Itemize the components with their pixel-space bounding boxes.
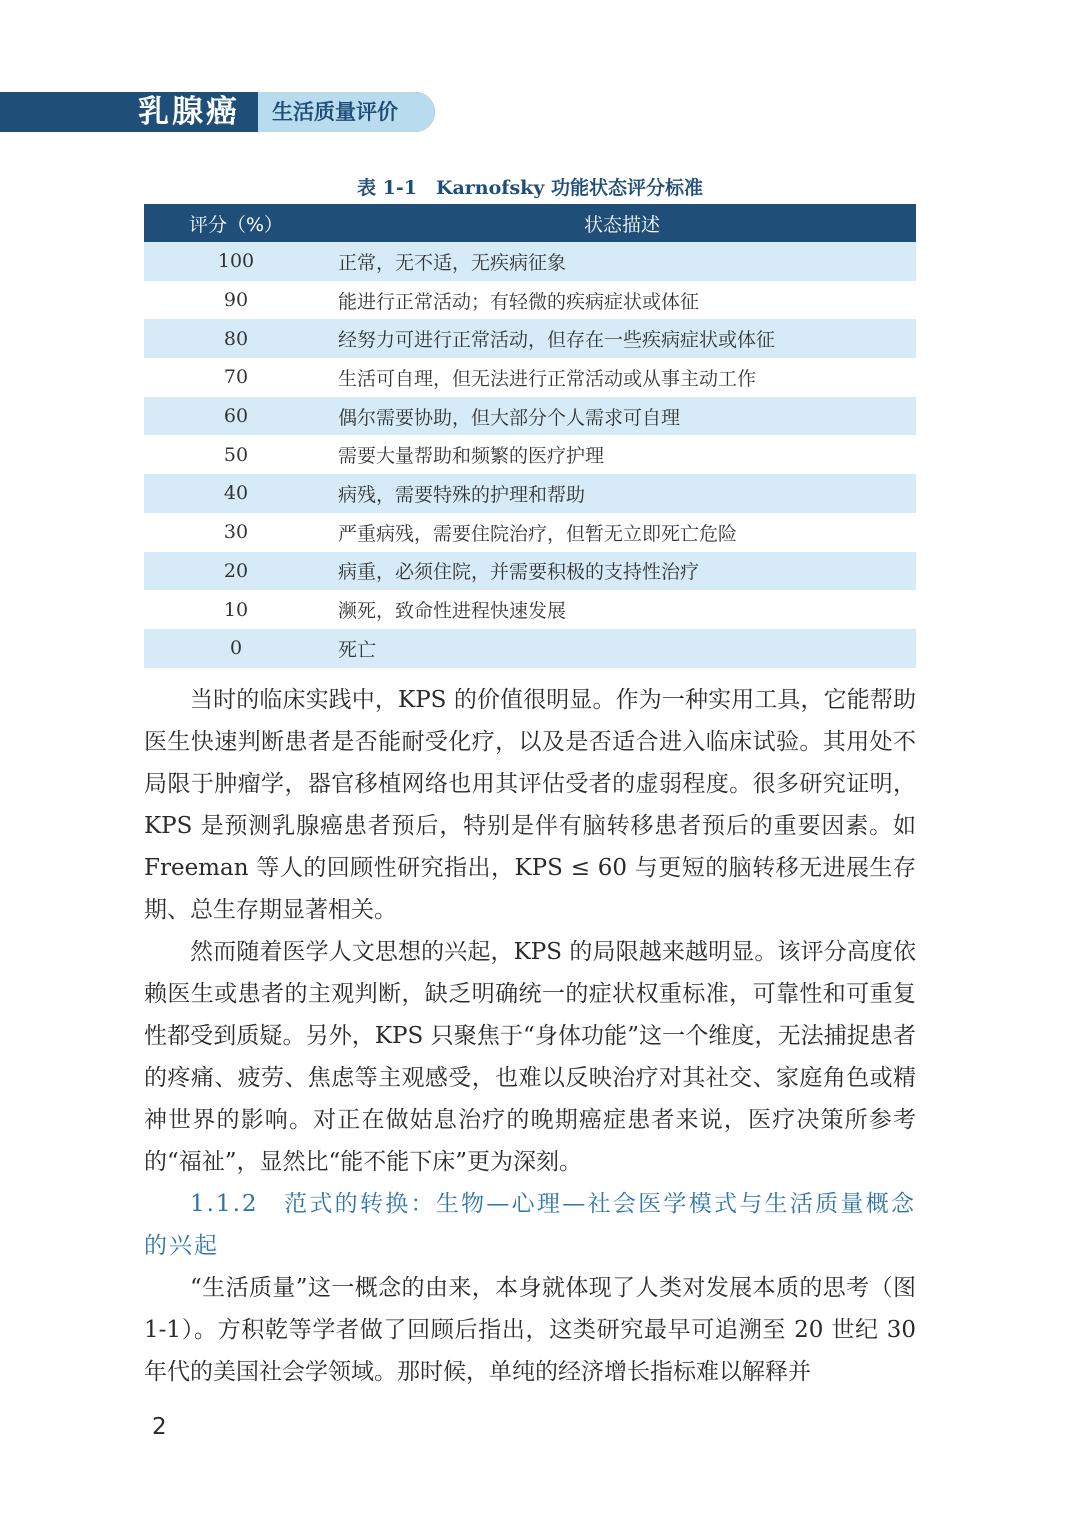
table-row bbox=[144, 474, 916, 513]
kps-table bbox=[144, 204, 916, 668]
score-cell: 20 bbox=[144, 552, 328, 591]
description-cell: 经努力可进行正常活动，但存在一些疾病症状或体征 bbox=[328, 319, 916, 358]
table-row bbox=[144, 629, 916, 668]
description-cell: 能进行正常活动；有轻微的疾病症状或体征 bbox=[338, 290, 700, 313]
table-row bbox=[144, 552, 916, 591]
score-cell: 90 bbox=[223, 289, 249, 312]
table-row bbox=[144, 590, 916, 629]
paragraph: 然而随着医学人文思想的兴起，KPS 的局限越来越明显。该评分高度依赖医生或患者的主观判断，缺乏明确统一的症状权重标准，可靠性和可重复性都受到质疑。另外，KPS 只聚焦于“身体功能”这一个维度，无法捕捉患者的疼痛、疲劳、焦虑等主观感受，也难以反映治疗对其社交、家庭角色或精神世界的影响。对正在做姑息治疗的晚期癌症患者来说，医疗决策所参考的“福祉”，显然比“能不能下床”更为深刻。 bbox=[144, 939, 916, 1175]
score-cell: 60 bbox=[144, 397, 328, 436]
page-number: 2 bbox=[152, 1414, 167, 1440]
table-row bbox=[144, 281, 916, 320]
description-cell: 需要大量帮助和频繁的医疗护理 bbox=[338, 445, 605, 468]
description-cell: 生活可自理，但无法进行正常活动或从事主动工作 bbox=[338, 367, 757, 390]
body-text bbox=[144, 679, 916, 1393]
table-caption: 表 1-1 Karnofsky 功能状态评分标准 bbox=[357, 177, 703, 199]
description-cell: 死亡 bbox=[328, 629, 916, 668]
score-cell: 80 bbox=[144, 319, 328, 358]
score-cell: 40 bbox=[144, 474, 328, 513]
table-row bbox=[144, 242, 916, 281]
description-cell: 偶尔需要协助，但大部分个人需求可自理 bbox=[328, 397, 916, 436]
score-cell: 50 bbox=[223, 443, 249, 466]
description-cell: 严重病残，需要住院治疗，但暂无立即死亡危险 bbox=[338, 522, 738, 545]
score-cell: 70 bbox=[223, 366, 249, 389]
book-title: 乳腺癌 bbox=[138, 94, 240, 130]
description-cell: 病残，需要特殊的护理和帮助 bbox=[328, 474, 916, 513]
table-row bbox=[144, 319, 916, 358]
table-header-row bbox=[144, 204, 916, 242]
paragraph: 当时的临床实践中，KPS 的价值很明显。作为一种实用工具，它能帮助医生快速判断患者是否能耐受化疗，以及是否适合进入临床试验。其用处不局限于肿瘤学，器官移植网络也用其评估受者的虚弱程度。很多研究证明，KPS 是预测乳腺癌患者预后，特别是伴有脑转移患者预后的重要因素。如 Freeman 等人的回顾性研究指出，KPS ≤ 60 与更短的脑转移无进展生存期、总生存期显著相关。 bbox=[144, 687, 916, 923]
description-cell: 正常，无不适，无疾病征象 bbox=[328, 242, 916, 281]
description-cell: 濒死，致命性进程快速发展 bbox=[338, 600, 567, 623]
score-cell: 30 bbox=[223, 521, 249, 544]
header-description: 状态描述 bbox=[328, 204, 916, 242]
table-row bbox=[144, 513, 916, 552]
table-row bbox=[144, 358, 916, 397]
header-score: 评分（%） bbox=[144, 204, 328, 242]
score-cell: 10 bbox=[223, 598, 249, 621]
description-cell: 病重，必须住院，并需要积极的支持性治疗 bbox=[328, 552, 916, 591]
table-row bbox=[144, 435, 916, 474]
chapter-title: 生活质量评价 bbox=[272, 100, 398, 124]
paragraph: “生活质量”这一概念的由来，本身就体现了人类对发展本质的思考（图 1-1）。方积乾等学者做了回顾后指出，这类研究最早可追溯至 20 世纪 30 年代的美国社会学领域。那时候，单纯的经济增长指标难以解释并 bbox=[144, 1275, 916, 1385]
section-heading: 1.1.2 范式的转换：生物—心理—社会医学模式与生活质量概念的兴起 bbox=[144, 1191, 916, 1259]
score-cell: 100 bbox=[144, 242, 328, 281]
score-cell: 0 bbox=[144, 629, 328, 668]
table-row bbox=[144, 397, 916, 436]
